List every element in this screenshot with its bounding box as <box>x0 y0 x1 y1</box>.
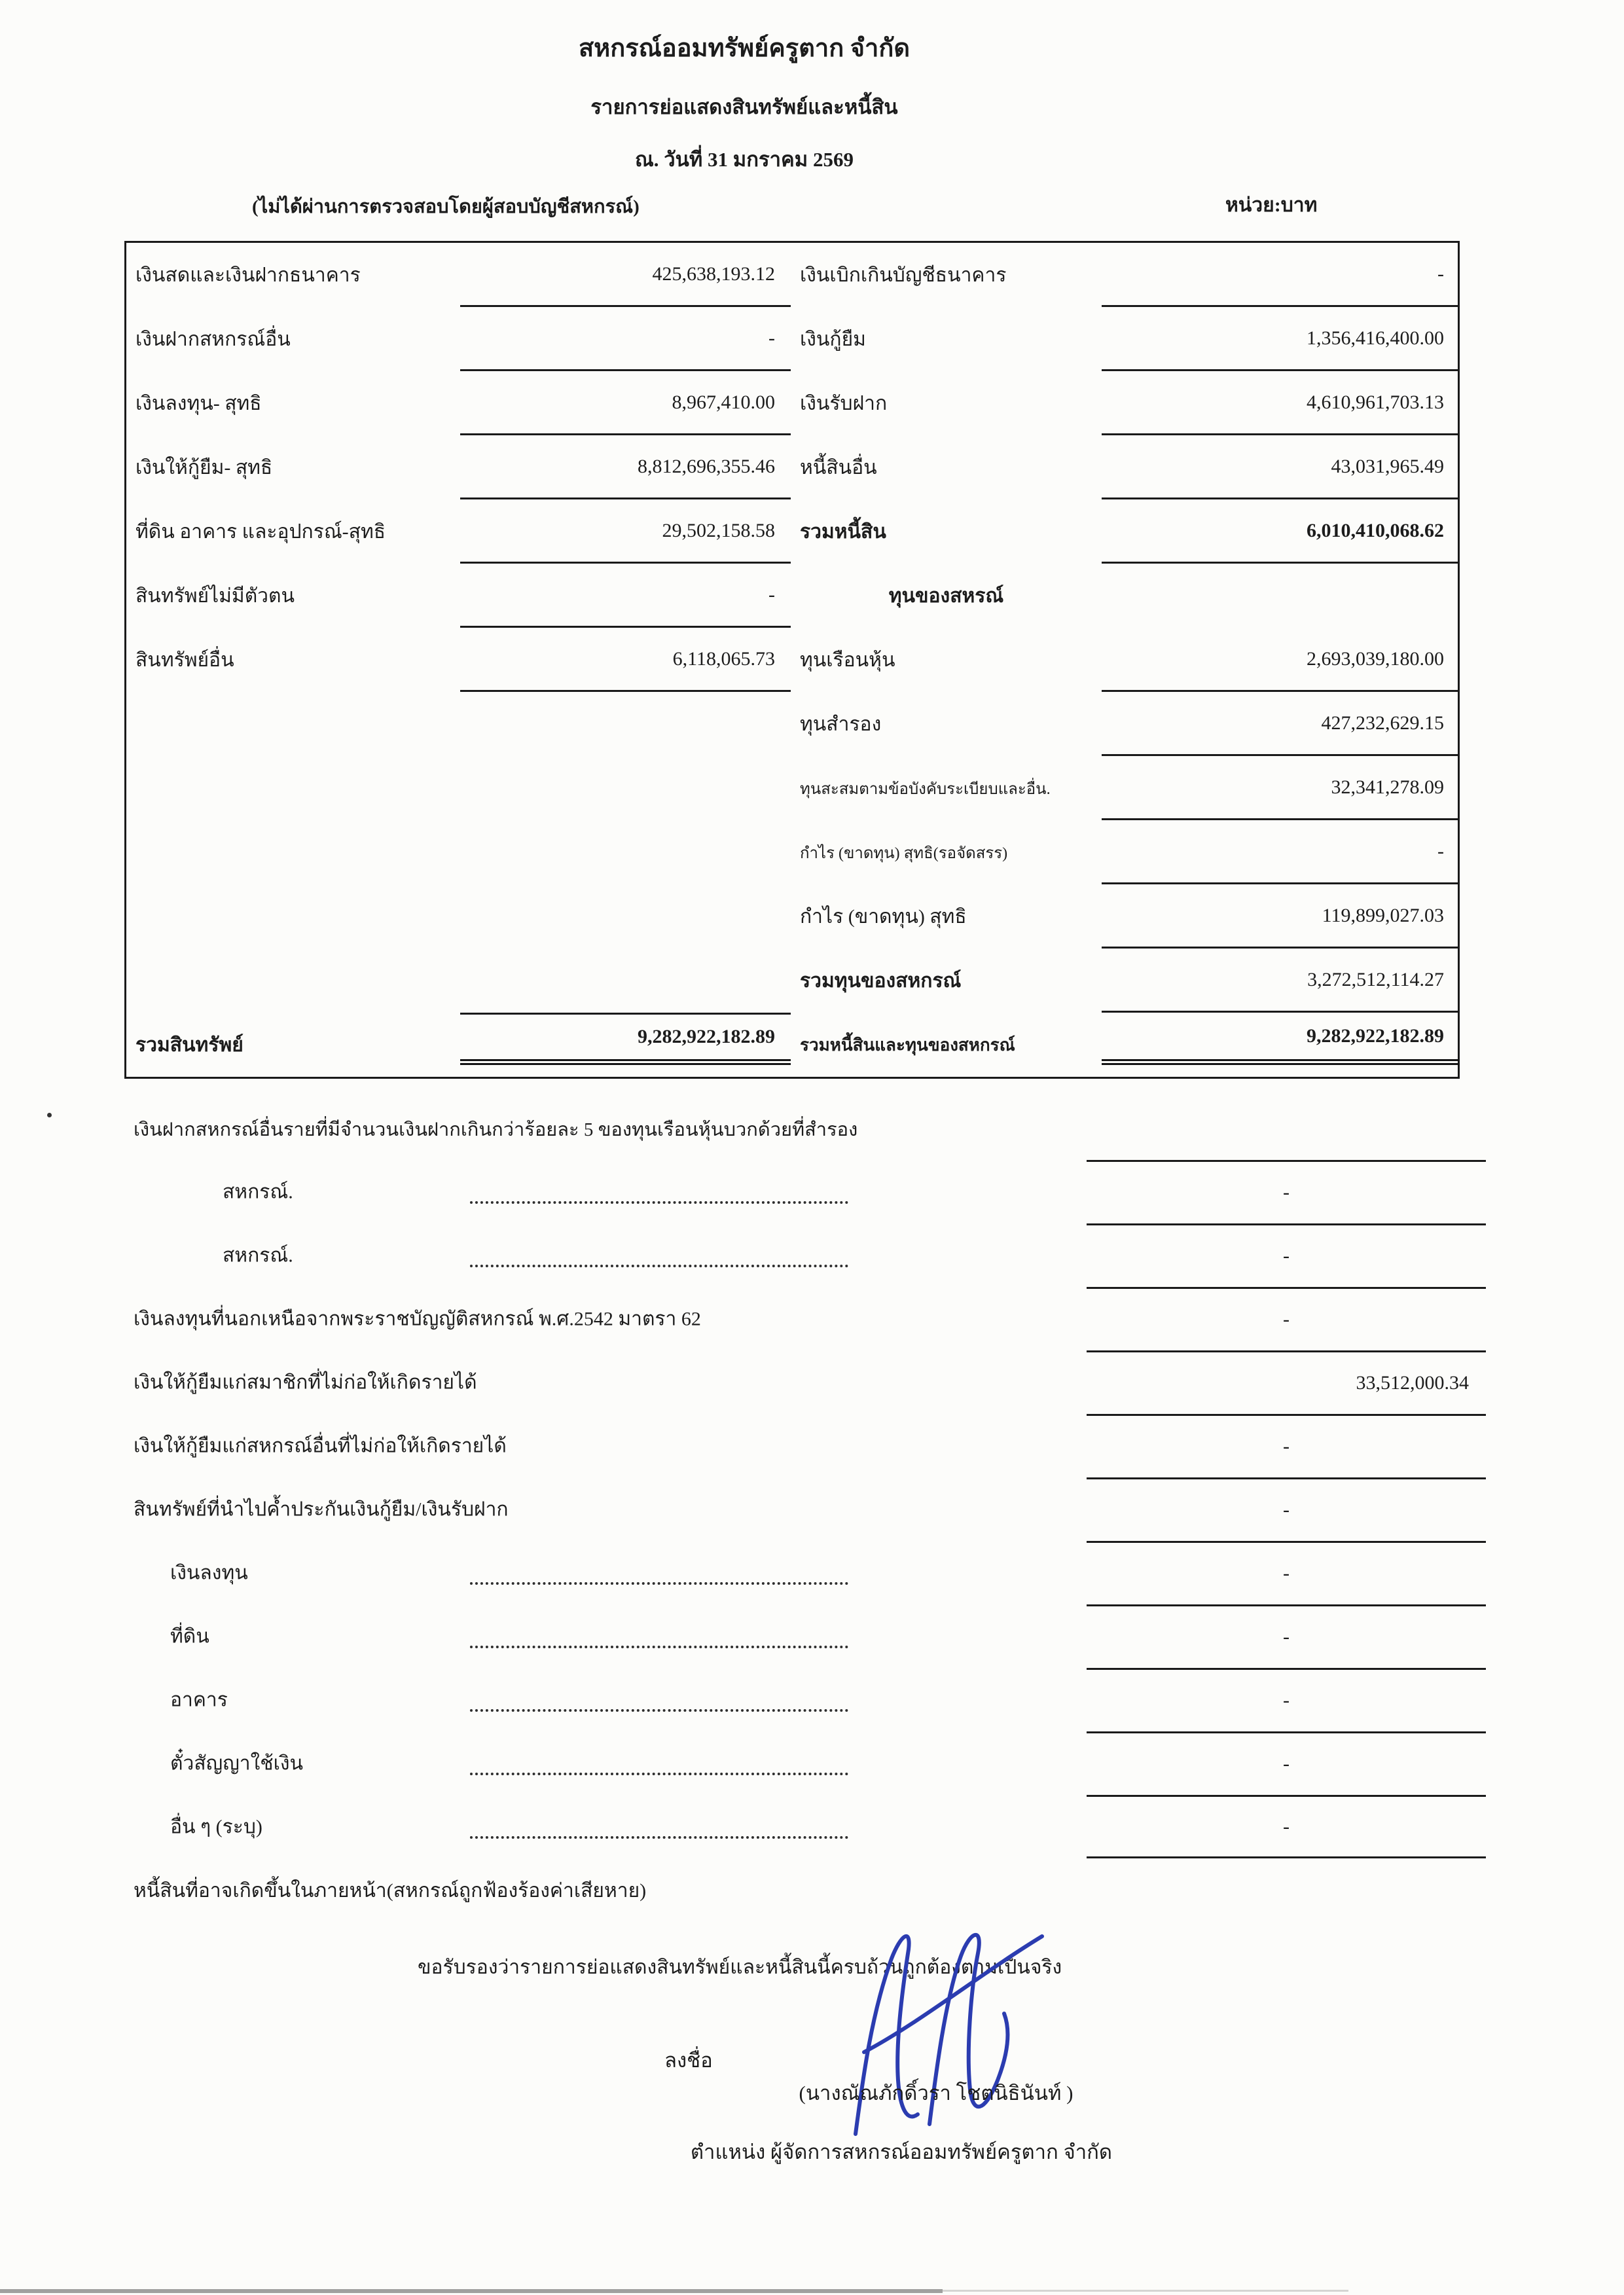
dotted-leader <box>470 1201 848 1204</box>
liability-label: เงินรับฝาก <box>800 392 888 414</box>
page-title: สหกรณ์ออมทรัพย์ครูตาก จำกัด <box>578 35 911 62</box>
equity-label: ทุนเรือนหุ้น <box>800 649 895 671</box>
asset-label: เงินฝากสหกรณ์อื่น <box>135 328 291 350</box>
disclosure-row <box>124 1287 1489 1350</box>
asset-label: เงินลงทุน- สุทธิ <box>135 392 262 414</box>
grand-total-label: รวมหนี้สินและทุนของสหกรณ์ <box>800 1035 1015 1055</box>
asset-label: ที่ดิน อาคาร และอุปกรณ์-สุทธิ <box>135 520 386 543</box>
scan-edge-artifact <box>0 2289 943 2293</box>
empty-cell <box>460 692 791 756</box>
liability-label: เงินกู้ยืม <box>800 328 866 350</box>
asset-label: สินทรัพย์ไม่มีตัวตน <box>135 585 295 607</box>
disclosure-row <box>124 1414 1489 1477</box>
disclosure-row <box>124 1604 1489 1668</box>
disclosure-value: - <box>1087 1795 1486 1858</box>
empty-cell <box>126 692 460 756</box>
disclosure-label: ที่ดิน <box>170 1625 209 1647</box>
empty-cell <box>460 949 791 1013</box>
disclosure-value: - <box>1087 1160 1486 1223</box>
unit-label: หน่วย:บาท <box>1225 194 1318 216</box>
asset-label: เงินสดและเงินฝากธนาคาร <box>135 264 361 286</box>
disclosure-value: - <box>1087 1414 1486 1477</box>
disclosure-value: - <box>1087 1477 1486 1541</box>
equity-total-label: รวมทุนของสหกรณ์ <box>800 969 962 992</box>
asset-label: สินทรัพย์อื่น <box>135 649 234 671</box>
empty-cell <box>460 756 791 820</box>
disclosure-row <box>124 1541 1489 1604</box>
asset-value: - <box>460 307 791 371</box>
equity-total-value: 3,272,512,114.27 <box>1102 949 1460 1013</box>
empty-cell <box>1102 564 1460 628</box>
empty-cell <box>460 884 791 949</box>
liability-value: 4,610,961,703.13 <box>1102 371 1460 435</box>
liability-value: 1,356,416,400.00 <box>1102 307 1460 371</box>
scan-edge-artifact <box>943 2290 1348 2292</box>
asset-label: เงินให้กู้ยืม- สุทธิ <box>135 456 273 479</box>
disclosure-label: สหกรณ์. <box>223 1244 293 1266</box>
page-subtitle: รายการย่อแสดงสินทรัพย์และหนี้สิน <box>590 96 898 118</box>
balance-sheet-table <box>124 241 1460 1079</box>
assets-total-label: รวมสินทรัพย์ <box>135 1034 244 1056</box>
disclosure-label: สินทรัพย์ที่นำไปค้ำประกันเงินกู้ยืม/เงินรับฝาก <box>134 1498 509 1520</box>
empty-cell <box>126 884 460 949</box>
disclosure-row <box>124 1668 1489 1731</box>
dotted-leader <box>470 1265 848 1267</box>
disclosure-value: 33,512,000.34 <box>1087 1350 1486 1414</box>
asset-value: - <box>460 564 791 628</box>
equity-value: 119,899,027.03 <box>1102 884 1460 949</box>
equity-value: 2,693,039,180.00 <box>1102 628 1460 692</box>
disclosure-label: เงินลงทุน <box>170 1562 248 1583</box>
disclosure-row <box>124 1223 1489 1287</box>
liability-label: เงินเบิกเกินบัญชีธนาคาร <box>800 264 1007 286</box>
disclosure-row <box>124 1795 1489 1858</box>
asset-value: 29,502,158.58 <box>460 499 791 564</box>
equity-label: ทุนสะสมตามข้อบังคับระเบียบและอื่น. <box>800 780 1051 798</box>
equity-section-header: ทุนของสหรณ์ <box>888 585 1004 607</box>
disclosure-row <box>124 1477 1489 1541</box>
liability-value: 43,031,965.49 <box>1102 435 1460 499</box>
signer-position: ตำแหน่ง ผู้จัดการสหกรณ์ออมทรัพย์ครูตาก จำกัด <box>690 2141 1113 2163</box>
unaudited-note: (ไม่ได้ผ่านการตรวจสอบโดยผู้สอบบัญชีสหกรณ์) <box>252 196 640 217</box>
equity-label: ทุนสำรอง <box>800 713 882 735</box>
assets-total-value: 9,282,922,182.89 <box>460 1013 791 1065</box>
signer-name: (นางณัณภักดิ์วรา โชตนิธินันท์ ) <box>799 2082 1074 2105</box>
asset-value: 425,638,193.12 <box>460 243 791 307</box>
asset-value: 6,118,065.73 <box>460 628 791 692</box>
disclosure-row <box>124 1350 1489 1414</box>
dotted-leader <box>470 1582 848 1585</box>
equity-value: - <box>1102 820 1460 884</box>
liability-label: หนี้สินอื่น <box>800 456 877 479</box>
liabilities-total-label: รวมหนี้สิน <box>800 520 886 543</box>
liabilities-total-value: 6,010,410,068.62 <box>1102 499 1460 564</box>
contingent-liability-note: หนี้สินที่อาจเกิดขึ้นในภายหน้า(สหกรณ์ถูกฟ้องร้องค่าเสียหาย) <box>134 1880 647 1902</box>
empty-cell <box>126 820 460 884</box>
grand-total-value: 9,282,922,182.89 <box>1102 1013 1460 1065</box>
disclosure-label: เงินลงทุนที่นอกเหนือจากพระราชบัญญัติสหกรณ์ พ.ศ.2542 มาตรา 62 <box>134 1308 701 1329</box>
disclosure-label: เงินให้กู้ยืมแก่สหกรณ์อื่นที่ไม่ก่อให้เกิดรายได้ <box>134 1435 507 1456</box>
disclosure-value: - <box>1087 1541 1486 1604</box>
disclosure-value: - <box>1087 1287 1486 1350</box>
equity-value: 32,341,278.09 <box>1102 756 1460 820</box>
scan-dot-artifact <box>47 1113 52 1117</box>
disclosure-row <box>124 1160 1489 1223</box>
certification-statement: ขอรับรองว่ารายการย่อแสดงสินทรัพย์และหนี้สินนี้ครบถ้วนถูกต้องตามเป็นจริง <box>418 1957 1062 1978</box>
dotted-leader <box>470 1646 848 1648</box>
disclosure-label: สหกรณ์. <box>223 1181 293 1202</box>
dotted-leader <box>470 1709 848 1712</box>
asset-value: 8,812,696,355.46 <box>460 435 791 499</box>
equity-label: กำไร (ขาดทุน) สุทธิ(รอจัดสรร) <box>800 844 1008 862</box>
dotted-leader <box>470 1773 848 1775</box>
signature-ink <box>826 1918 1055 2154</box>
disclosure-value: - <box>1087 1731 1486 1795</box>
sign-here-label: ลงชื่อ <box>664 2049 713 2072</box>
disclosure-label: ตั๋วสัญญาใช้เงิน <box>170 1752 304 1774</box>
empty-cell <box>126 949 460 1013</box>
disclosure-label: อื่น ๆ (ระบุ) <box>170 1816 262 1837</box>
disclosure-label: เงินให้กู้ยืมแก่สมาชิกที่ไม่ก่อให้เกิดรายได้ <box>134 1371 477 1393</box>
disclosure-label: อาคาร <box>170 1689 228 1710</box>
disclosure-intro: เงินฝากสหกรณ์อื่นรายที่มีจำนวนเงินฝากเกินกว่าร้อยละ 5 ของทุนเรือนหุ้นบวกด้วยที่สำรอง <box>134 1119 858 1140</box>
dotted-leader <box>470 1836 848 1839</box>
empty-cell <box>126 756 460 820</box>
disclosure-value: - <box>1087 1223 1486 1287</box>
disclosure-row <box>124 1731 1489 1795</box>
asset-value: 8,967,410.00 <box>460 371 791 435</box>
liability-value: - <box>1102 243 1460 307</box>
disclosures-section <box>124 1098 1489 1906</box>
as-of-date: ณ. วันที่ 31 มกราคม 2569 <box>635 148 854 171</box>
empty-cell <box>460 820 791 884</box>
equity-value: 427,232,629.15 <box>1102 692 1460 756</box>
disclosure-value: - <box>1087 1604 1486 1668</box>
disclosure-value: - <box>1087 1668 1486 1731</box>
equity-label: กำไร (ขาดทุน) สุทธิ <box>800 905 967 928</box>
